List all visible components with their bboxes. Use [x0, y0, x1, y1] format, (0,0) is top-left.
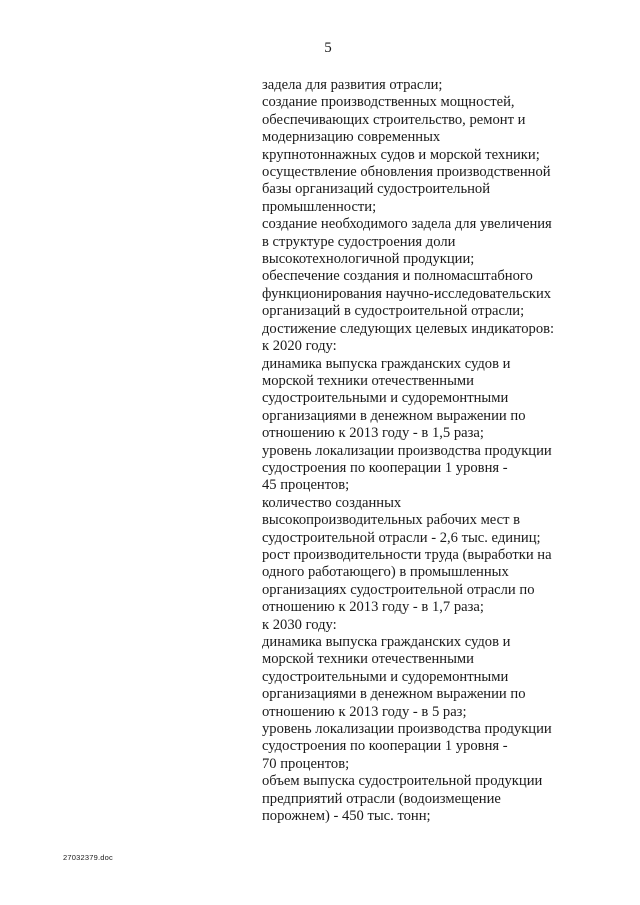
text-line: задела для развития отрасли;	[262, 77, 443, 93]
page-number: 5	[324, 40, 332, 56]
text-line: обеспечение создания и полномасштабного	[262, 268, 533, 285]
text-line: 45 процентов;	[262, 477, 350, 494]
text-line: объем выпуска судостроительной продукции	[262, 773, 543, 790]
text-line: одного работающего) в промышленных	[262, 564, 509, 581]
text-line: судостроения по кооперации 1 уровня -	[262, 738, 508, 755]
body-text	[262, 77, 582, 825]
text-line: динамика выпуска гражданских судов и	[262, 634, 511, 650]
text-line: достижение следующих целевых индикаторов:	[262, 320, 555, 337]
text-line: высокопроизводительных рабочих мест в	[262, 512, 521, 529]
text-line: уровень локализации производства продукции	[262, 721, 552, 738]
text-line: обеспечивающих строительство, ремонт и	[262, 111, 526, 128]
text-line: уровень локализации производства продукции	[262, 442, 552, 459]
text-line: промышленности;	[262, 198, 377, 215]
text-line: высокотехнологичной продукции;	[262, 251, 475, 268]
text-line: функционирования научно-исследовательских	[262, 285, 552, 302]
text-line: осуществление обновления производственной	[262, 164, 551, 181]
text-line: к 2030 году:	[262, 616, 337, 633]
text-line: морской техники отечественными	[262, 372, 474, 389]
text-line: динамика выпуска гражданских судов и	[262, 355, 511, 372]
text-line: отношению к 2013 году - в 1,5 раза;	[262, 425, 484, 442]
text-line: количество созданных	[262, 494, 402, 511]
text-line: судостроительной отрасли - 2,6 тыс. единиц;	[262, 529, 541, 546]
footer-filename: 27032379.doc	[63, 853, 113, 862]
text-line: к 2020 году:	[262, 338, 337, 355]
text-line: 70 процентов;	[262, 755, 350, 772]
text-line: организациями в денежном выражении по	[262, 407, 526, 424]
text-line: организациях судостроительной отрасли по	[262, 581, 535, 598]
text-line: предприятий отрасли (водоизмещение	[262, 790, 501, 807]
text-line: отношению к 2013 году - в 5 раз;	[262, 703, 467, 720]
text-line: морской техники отечественными	[262, 651, 474, 668]
text-line: порожнем) - 450 тыс. тонн;	[262, 808, 431, 825]
text-line: организаций в судостроительной отрасли;	[262, 303, 525, 320]
text-line: организациями в денежном выражении по	[262, 686, 526, 703]
text-line: модернизацию современных	[262, 129, 441, 146]
text-line: базы организаций судостроительной	[262, 181, 491, 198]
text-line: рост производительности труда (выработки на	[262, 546, 552, 563]
text-line: создание производственных мощностей,	[262, 94, 515, 111]
text-line: создание необходимого задела для увеличения	[262, 216, 552, 233]
text-line: судостроительными и судоремонтными	[262, 390, 509, 407]
text-line: в структуре судостроения доли	[262, 233, 456, 250]
text-line: судостроительными и судоремонтными	[262, 668, 509, 685]
text-line: судостроения по кооперации 1 уровня -	[262, 459, 508, 476]
text-line: отношению к 2013 году - в 1,7 раза;	[262, 599, 484, 616]
text-line: крупнотоннажных судов и морской техники;	[262, 146, 540, 163]
